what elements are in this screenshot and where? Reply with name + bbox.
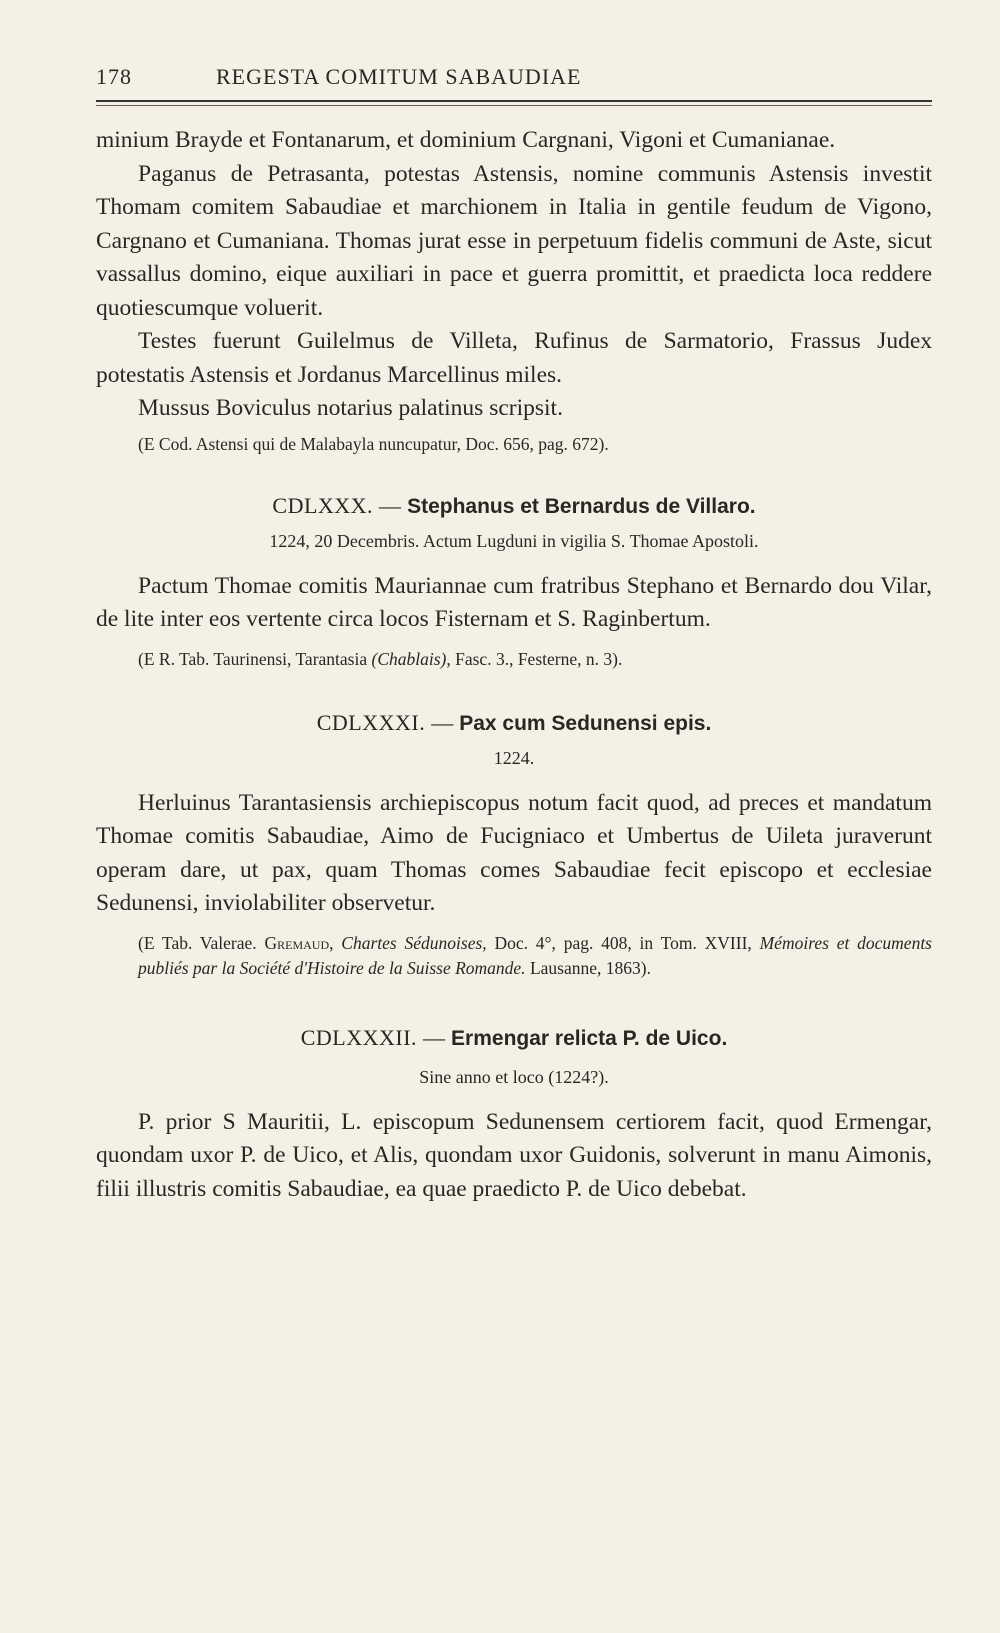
source-part: Doc. 4°, pag. 408, in Tom. XVIII, — [494, 932, 752, 953]
source-note — [96, 931, 932, 981]
entry-title: Pax cum Sedunensi epis. — [459, 711, 712, 735]
paragraph-continuation: minium Brayde et Fontanarum, et dominium Cargnani, Vigoni et Cumanianae. — [96, 127, 836, 153]
header-rule — [96, 100, 932, 102]
source-author: Gremaud, — [264, 932, 334, 953]
source-italic: Chartes Sédunoises, — [341, 932, 487, 953]
entry-heading-482 — [96, 1025, 932, 1051]
entry-text: P. prior S Mauritii, L. episcopum Sedunensem certiorem facit, quod Ermengar, quondam uxor P. de Uico, et Alis, quondam uxor Guidonis, solverunt in manu Aimonis, filii illustris comitis Sabaudiae, ea quae praedicto P. de Uico debebat. — [96, 1108, 932, 1202]
entry-text: Pactum Thomae comitis Mauriannae cum fratribus Stephano et Bernardo dou Vilar, de lite inter eos vertente circa locos Fisternam et S. Raginbertum. — [96, 572, 932, 632]
source-part: Lausanne, 1863). — [529, 957, 651, 978]
entry-heading-480 — [96, 493, 932, 519]
entry-number: CDLXXXII. — — [300, 1024, 446, 1050]
page-number: 178 — [96, 64, 132, 89]
entry-dateline: 1224, 20 Decembris. Actum Lugduni in vigilia S. Thomae Apostoli. — [269, 530, 759, 551]
source-italic: Mémoires et documents publiés par la Société d'Histoire de la Suisse Romande. — [138, 932, 932, 978]
entry-number: CDLXXX. — — [272, 492, 402, 518]
entry-dateline: 1224. — [493, 747, 535, 768]
source-part: (E R. Tab. Taurinensi, Tarantasia — [138, 648, 368, 669]
source-part: (E Tab. Valerae. — [138, 932, 257, 953]
source-part: , Fasc. 3., Festerne, n. 3). — [446, 648, 623, 669]
paragraph-witnesses: Testes fuerunt Guilelmus de Villeta, Rufinus de Sarmatorio, Frassus Judex potestatis Astensis et Jordanus Marcellinus miles. — [96, 328, 932, 388]
source-note — [96, 647, 932, 672]
entry-title: Ermengar relicta P. de Uico. — [451, 1026, 728, 1050]
running-title: REGESTA COMITUM SABAUDIAE — [216, 64, 582, 89]
source-note: (E Cod. Astensi qui de Malabayla nuncupatur, Doc. 656, pag. 672). — [138, 433, 609, 454]
entry-dateline: Sine anno et loco (1224?). — [419, 1066, 609, 1087]
paragraph-notary: Mussus Boviculus notarius palatinus scripsit. — [138, 395, 563, 421]
entry-number: CDLXXXI. — — [316, 709, 454, 735]
entry-text: Herluinus Tarantasiensis archiepiscopus notum facit quod, ad preces et mandatum Thomae comitis Sabaudiae, Aimo de Fucigniaco et Umbertus de Uileta juraverunt operam dare, ut pax, quam Thomas comes Sabaudiae fecit episcopo et ecclesiae Sedunensi, inviolabiliter observetur. — [96, 789, 932, 916]
paragraph-summary: Paganus de Petrasanta, potestas Astensis, nomine communis Astensis investit Thomam comitem Sabaudiae et marchionem in Italia in gentile feudum de Vigono, Cargnano et Cumaniana. Thomas jurat esse in perpetuum fidelis communi de Aste, sicut vassallus domino, eique auxiliari in pace et guerra promittit, et praedicta loca reddere quotiescumque voluerit. — [96, 160, 932, 321]
running-head — [96, 64, 932, 94]
page — [96, 64, 932, 1206]
source-italic: (Chablais) — [371, 648, 447, 669]
entry-title: Stephanus et Bernardus de Villaro. — [407, 494, 756, 518]
entry-heading-481 — [96, 710, 932, 736]
